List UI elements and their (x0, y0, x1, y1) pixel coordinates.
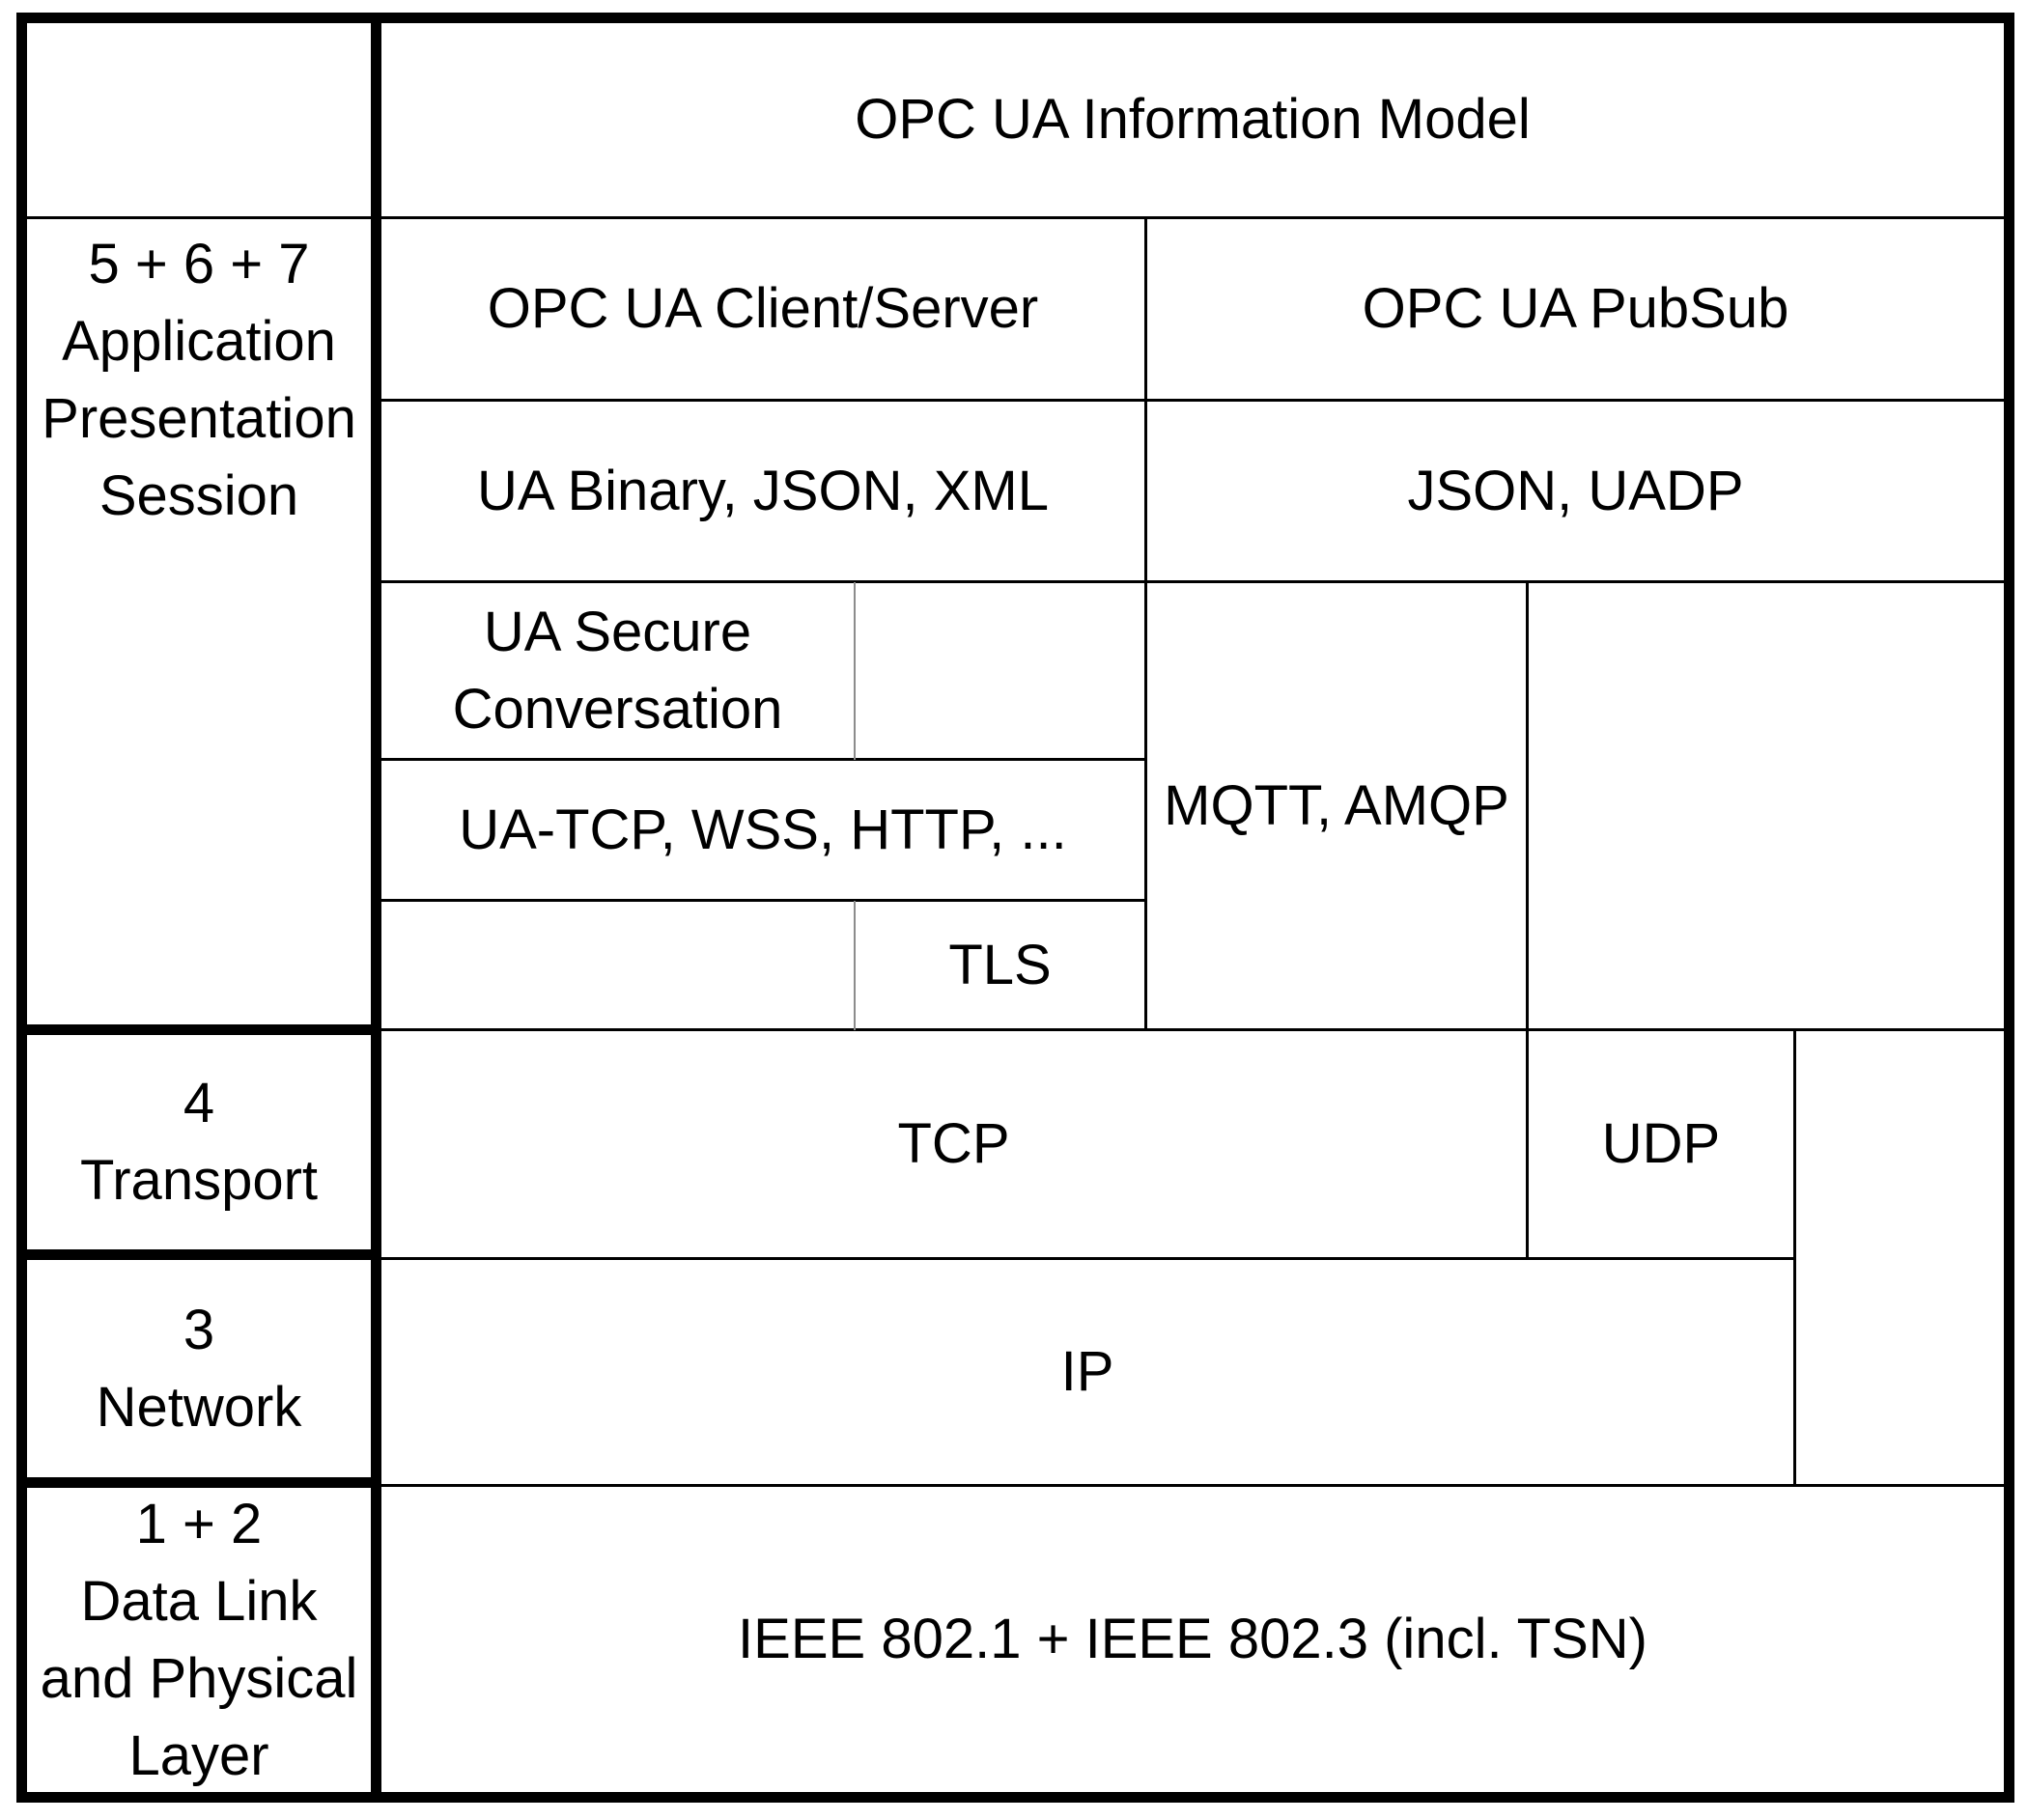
layer-label-application-text: 5 + 6 + 7 Application Presentation Session (42, 232, 356, 527)
cs-transports-label: UA-TCP, WSS, HTTP, ... (459, 798, 1067, 861)
outer-border-top (16, 13, 2014, 23)
tcp-label: TCP (897, 1112, 1010, 1175)
outer-border-left (16, 13, 27, 1803)
layer-label-transport-text: 4 Transport (79, 1072, 319, 1212)
tcp-box (381, 1031, 1526, 1257)
outer-border-right (2004, 13, 2014, 1803)
brokers-label: MQTT, AMQP (1164, 773, 1509, 837)
secure-conversation-label: UA Secure Conversation (452, 600, 783, 741)
layer-label-datalink (27, 1488, 371, 1792)
information-model-box (381, 23, 2004, 216)
ip-label: IP (1060, 1340, 1114, 1403)
udp-box (1529, 1031, 1793, 1257)
information-model-label: OPC UA Information Model (855, 88, 1531, 151)
cs-encodings-label: UA Binary, JSON, XML (477, 459, 1049, 522)
ethernet-label: IEEE 802.1 + IEEE 802.3 (incl. TSN) (738, 1608, 1647, 1670)
ip-box (381, 1260, 1793, 1484)
pubsub-label: OPC UA PubSub (1362, 277, 1789, 340)
layer-label-application (27, 218, 371, 1024)
client-server-label: OPC UA Client/Server (487, 277, 1039, 340)
pubsub-box (1147, 219, 2004, 399)
cs-encodings-box (381, 402, 1144, 580)
layer-column-divider (371, 13, 381, 1803)
divider-app-transport (16, 1024, 381, 1035)
pubsub-encodings-label: JSON, UADP (1407, 459, 1744, 522)
pubsub-encodings-box (1147, 402, 2004, 580)
v-line-udp-right (1793, 1030, 1796, 1486)
layer-label-network-text: 3 Network (96, 1298, 302, 1439)
ethernet-box (381, 1487, 2004, 1792)
tls-box (856, 902, 1144, 1028)
cs-transports-box (381, 761, 1144, 899)
tls-label: TLS (948, 933, 1052, 996)
v-line-secure-right (854, 582, 856, 760)
divider-transport-network (16, 1249, 381, 1260)
secure-conversation-box (381, 583, 854, 758)
client-server-box (381, 219, 1144, 399)
layer-label-network (27, 1260, 371, 1477)
udp-label: UDP (1601, 1112, 1721, 1175)
brokers-box (1147, 583, 1526, 1028)
layer-label-datalink-text: 1 + 2 Data Link and Physical Layer (40, 1492, 358, 1787)
layer-label-transport (27, 1035, 371, 1249)
